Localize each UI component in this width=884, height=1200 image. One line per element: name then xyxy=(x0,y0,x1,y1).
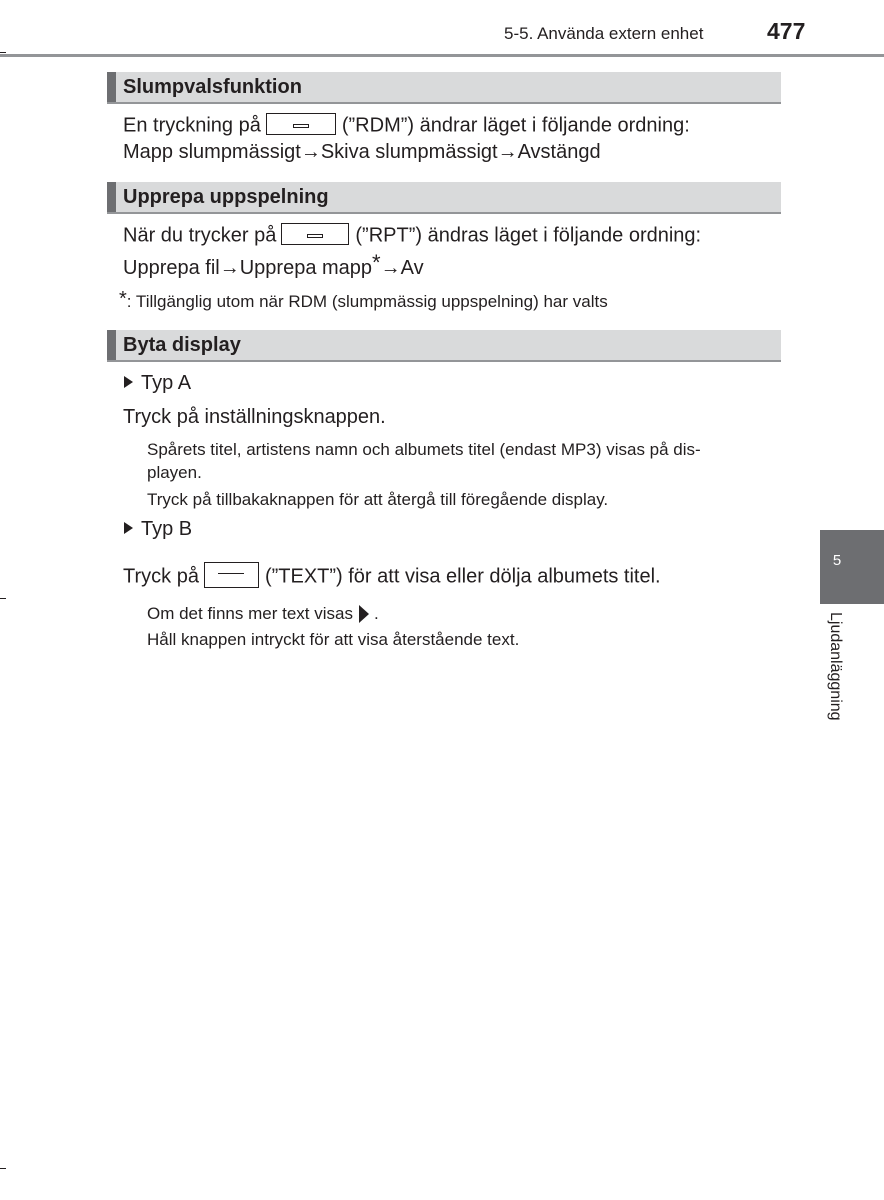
repeat-line-1-suffix: (”RPT”) ändras läget i följande ordning: xyxy=(355,224,702,247)
random-mode-3: Avstängd xyxy=(517,141,601,163)
rpt-button xyxy=(281,223,349,245)
button-slot-icon xyxy=(293,124,309,128)
type-a-note-1a: Spårets titel, artistens namn och albumets titel (endast MP3) visas på dis- xyxy=(147,440,701,459)
button-dash-icon xyxy=(218,573,244,574)
section-heading-bar xyxy=(107,330,116,360)
type-a-note-2: Tryck på tillbakaknappen för att återgå till föregående display. xyxy=(147,490,609,509)
sequence-arrow: → xyxy=(219,257,240,279)
rdm-button xyxy=(266,113,336,135)
footnote-text: : Tillgänglig utom när RDM (slumpmässig uppspelning) har valts xyxy=(126,292,608,311)
repeat-line-2 xyxy=(123,250,424,280)
section-heading-display xyxy=(107,330,781,362)
random-mode-2: Skiva slumpmässigt xyxy=(320,141,498,163)
type-b-note-1-suffix: . xyxy=(373,604,379,623)
footnote-star: * xyxy=(372,250,381,275)
section-heading-bar xyxy=(107,72,116,102)
triangle-bullet-icon xyxy=(124,376,133,388)
crop-mark xyxy=(0,598,6,599)
footnote-star: * xyxy=(119,288,127,310)
repeat-line-1 xyxy=(123,225,701,247)
type-a-heading xyxy=(124,373,191,393)
repeat-mode-3: Av xyxy=(400,257,424,279)
type-a-instruction: Tryck på inställningsknappen. xyxy=(123,406,386,428)
random-line-1-suffix: (”RDM”) ändrar läget i följande ordning: xyxy=(341,114,690,137)
sequence-arrow: → xyxy=(497,141,518,163)
section-heading-repeat xyxy=(107,182,781,214)
section-heading-random xyxy=(107,72,781,104)
repeat-footnote xyxy=(119,288,608,313)
triangle-bullet-icon xyxy=(124,522,133,534)
type-b-instruction xyxy=(123,564,661,590)
type-a-note-1b: playen. xyxy=(147,463,202,482)
header-section-label: 5-5. Använda extern enhet xyxy=(504,24,704,43)
type-b-note-2: Håll knappen intryckt för att visa återstående text. xyxy=(147,630,520,649)
sequence-arrow: → xyxy=(300,141,321,163)
type-a-label: Typ A xyxy=(141,372,192,394)
crop-mark xyxy=(0,1168,6,1169)
section-title: Slumpvalsfunktion xyxy=(123,76,302,98)
repeat-line-1-prefix: När du trycker på xyxy=(123,224,277,247)
random-line-2 xyxy=(123,142,601,162)
right-arrow-icon xyxy=(359,605,369,623)
repeat-mode-2: Upprepa mapp xyxy=(239,257,373,279)
repeat-mode-1: Upprepa fil xyxy=(123,257,220,279)
type-b-note-1-prefix: Om det finns mer text visas xyxy=(147,604,353,623)
chapter-label: Ljudanläggning xyxy=(827,612,844,721)
section-title: Byta display xyxy=(123,334,241,356)
random-line-1 xyxy=(123,115,690,137)
sequence-arrow: → xyxy=(380,257,401,279)
type-b-label: Typ B xyxy=(141,518,193,540)
random-line-1-prefix: En tryckning på xyxy=(123,114,261,137)
page-number: 477 xyxy=(767,18,806,44)
text-button xyxy=(204,562,259,588)
section-heading-bar xyxy=(107,182,116,212)
type-b-note-1 xyxy=(147,605,379,624)
chapter-number: 5 xyxy=(832,552,842,569)
type-b-prefix: Tryck på xyxy=(123,565,199,588)
button-slot-icon xyxy=(307,234,323,238)
type-b-heading xyxy=(124,519,192,539)
type-b-suffix: (”TEXT”) för att visa eller dölja albumets titel. xyxy=(264,565,661,588)
random-mode-1: Mapp slumpmässigt xyxy=(123,141,301,163)
crop-mark xyxy=(0,52,6,53)
header-rule xyxy=(0,54,884,57)
section-title: Upprepa uppspelning xyxy=(123,186,329,208)
